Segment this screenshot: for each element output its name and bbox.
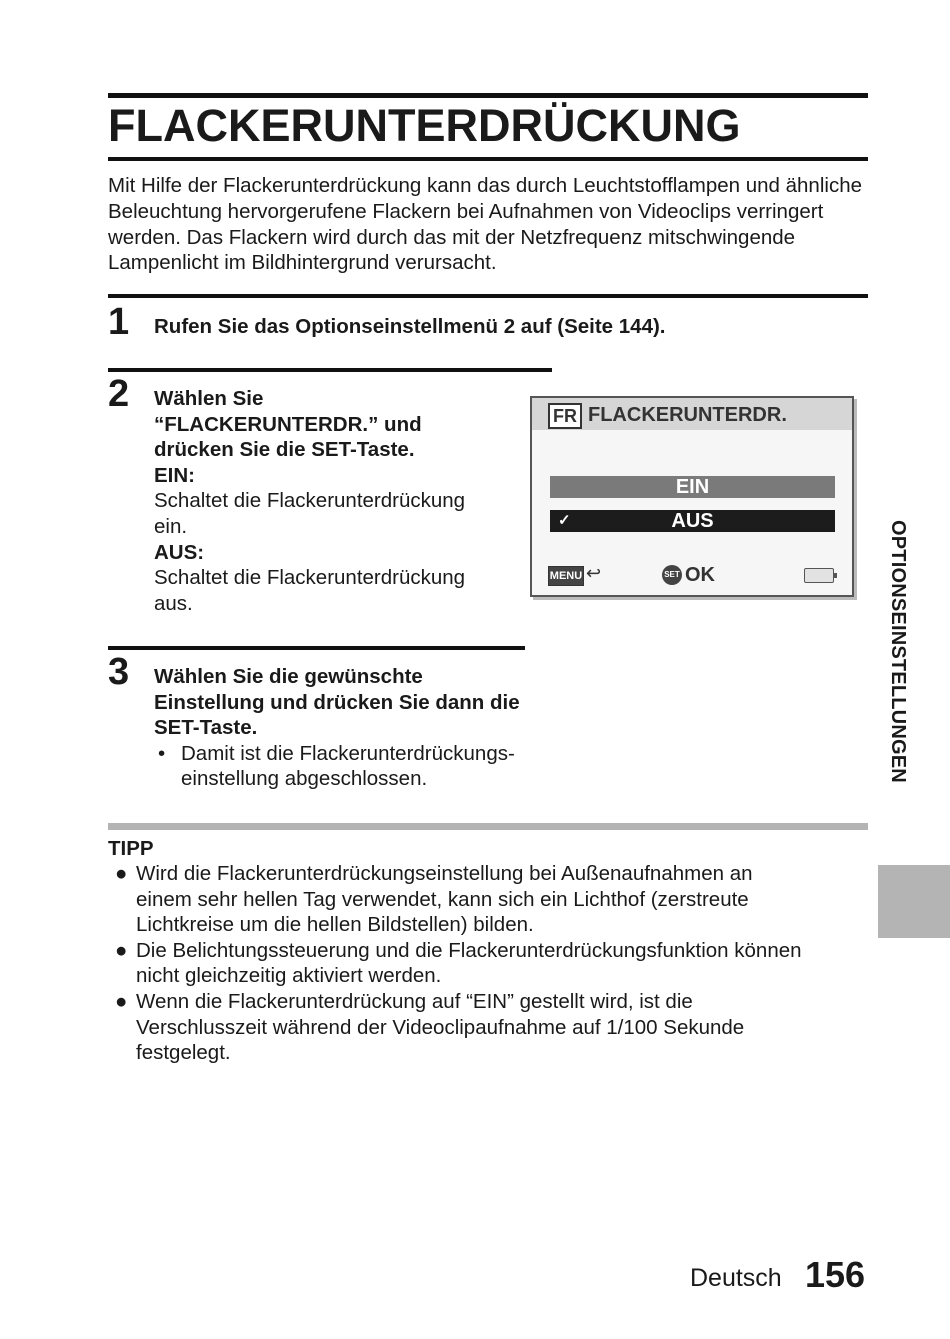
page-number: 156 <box>805 1254 866 1295</box>
step-2-heading-line: drücken Sie die SET-Taste. <box>154 438 415 462</box>
step-3-number: 3 <box>108 651 130 693</box>
step-3-bullet-line: einstellung abgeschlossen. <box>181 767 428 791</box>
step-3-content <box>154 664 574 792</box>
tipp-item-line: festgelegt. <box>136 1041 231 1065</box>
step-3-bullet <box>154 741 574 792</box>
menu-button-icon: MENU <box>548 566 584 586</box>
intro-paragraph: Mit Hilfe der Flackerunterdrückung kann das durch Leuchtstofflampen und ähnliche Beleuchtung hervorgerufene Flackern bei Aufnahmen von Videoclips verringert werden. Das Flackern wird durch das mit der Netzfrequenz mitschwingende Lampenlicht im Bildhintergrund verursacht. <box>108 174 862 275</box>
option-aus-desc-line: aus. <box>154 591 193 615</box>
tipp-item-line: Lichtkreise um die hellen Bildstellen) bilden. <box>136 913 534 937</box>
tipp-item-line: Wird die Flackerunterdrückungseinstellung bei Außenaufnahmen an <box>136 862 753 885</box>
set-button-icon: SET <box>662 565 682 585</box>
tipp-list <box>108 861 870 1066</box>
camera-screen-footer <box>532 563 852 589</box>
step-3-heading-line: Wählen Sie die gewünschte <box>154 665 423 688</box>
tipp-item-line: einem sehr hellen Tag verwendet, kann sich ein Lichthof (zerstreute <box>136 887 749 911</box>
option-ein-label: EIN: <box>154 463 195 487</box>
step-1-text: Rufen Sie das Optionseinstellmenü 2 auf (Seite 144). <box>154 315 666 338</box>
tipp-heading: TIPP <box>108 837 154 860</box>
step-2-rule <box>108 368 552 372</box>
tipp-divider <box>108 823 868 830</box>
tipp-item-line: nicht gleichzeitig aktiviert werden. <box>136 964 442 988</box>
checkmark-icon: ✓ <box>558 512 571 529</box>
tipp-item-line: Verschlusszeit während der Videoclipaufnahme auf 1/100 Sekunde <box>136 1015 745 1039</box>
camera-screen-illustration <box>530 396 854 597</box>
title-top-rule <box>108 93 868 98</box>
bullet-dot-icon: ● <box>115 989 128 1013</box>
tipp-item <box>108 861 870 938</box>
option-aus-desc-line: Schaltet die Flackerunterdrückung <box>154 566 466 590</box>
section-side-label <box>877 520 917 860</box>
tipp-item-line: Wenn die Flackerunterdrückung auf “EIN” gestellt wird, ist die <box>136 989 693 1013</box>
option-aus-label: AUS: <box>154 540 205 564</box>
option-ein-desc-line: ein. <box>154 514 188 538</box>
step-2-heading-line: “FLACKERUNTERDR.” und <box>154 412 422 436</box>
step-3-rule <box>108 646 525 650</box>
ok-label: OK <box>685 564 715 586</box>
bullet-marker: • <box>158 741 166 765</box>
tipp-item-line: Die Belichtungssteuerung und die Flackerunterdrückungsfunktion können <box>136 938 802 962</box>
camera-option-ein <box>550 476 835 498</box>
camera-option-aus <box>550 510 835 532</box>
step-3-heading-line: Einstellung und drücken Sie dann die <box>154 690 520 714</box>
camera-option-ein-label: EIN <box>675 476 710 498</box>
tipp-item <box>108 938 870 989</box>
flicker-icon: FR <box>548 403 582 429</box>
bullet-dot-icon: ● <box>115 938 128 962</box>
camera-screen-title: FLACKERUNTERDR. <box>588 404 787 426</box>
back-arrow-icon: ↩ <box>586 563 602 583</box>
battery-icon <box>804 568 834 583</box>
step-2-content <box>154 386 524 616</box>
camera-option-aus-label: AUS <box>671 510 714 532</box>
section-tab-marker <box>878 865 950 938</box>
bullet-dot-icon: ● <box>115 862 128 885</box>
step-1-rule <box>108 294 868 298</box>
title-bottom-rule <box>108 157 868 161</box>
step-2-number: 2 <box>108 373 130 415</box>
step-1-number: 1 <box>108 301 130 343</box>
step-2-heading-line: Wählen Sie <box>154 387 264 410</box>
tipp-item <box>108 989 870 1066</box>
step-3-bullet-line: Damit ist die Flackerunterdrückungs- <box>181 741 515 765</box>
option-ein-desc-line: Schaltet die Flackerunterdrückung <box>154 489 466 513</box>
step-3-heading-line: SET-Taste. <box>154 716 258 740</box>
camera-screen-header <box>532 398 852 430</box>
page-title: FLACKERUNTERDRÜCKUNG <box>108 100 741 151</box>
footer-language: Deutsch <box>690 1264 782 1292</box>
section-side-label-text: OPTIONSEINSTELLUNGEN <box>887 520 909 783</box>
